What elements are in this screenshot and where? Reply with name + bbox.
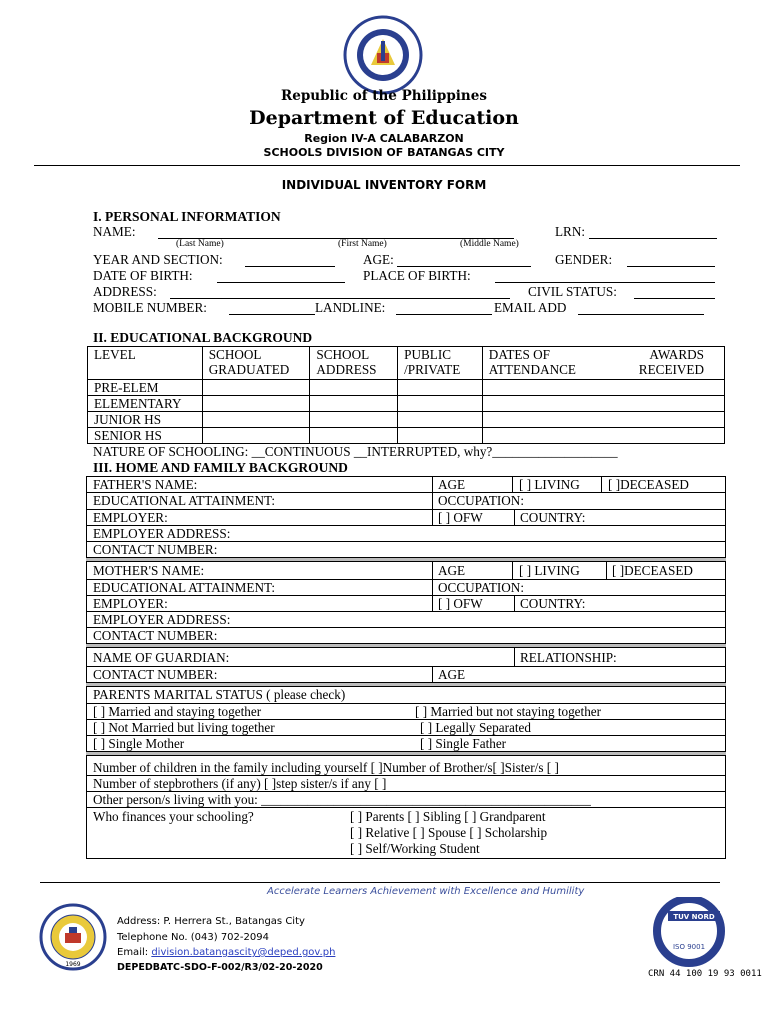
address-field[interactable] <box>170 298 510 299</box>
cell[interactable] <box>202 380 310 396</box>
personal-info-heading: I. PERSONAL INFORMATION <box>93 209 281 224</box>
mobile-field[interactable] <box>229 314 315 315</box>
crn-number: CRN 44 100 19 93 0011 <box>648 969 762 979</box>
division-heading: SCHOOLS DIVISION OF BATANGAS CITY <box>263 146 505 159</box>
middle-name-caption: (Middle Name) <box>460 239 519 249</box>
address-label: ADDRESS: <box>93 284 157 299</box>
mother-country-label: COUNTRY: <box>520 596 586 611</box>
marital-option-married-together[interactable]: [ ] Married and staying together <box>93 704 262 719</box>
civil-status-label: CIVIL STATUS: <box>528 284 617 299</box>
cell[interactable] <box>310 380 398 396</box>
father-contact-label: CONTACT NUMBER: <box>93 542 218 557</box>
name-label: NAME: <box>93 224 136 239</box>
cell[interactable] <box>482 428 724 444</box>
education-heading: II. EDUCATIONAL BACKGROUND <box>93 330 313 345</box>
email-label: EMAIL ADD <box>494 300 567 315</box>
col-line <box>512 476 513 492</box>
col-dates-awards: DATES OF AWARDS ATTENDANCE RECEIVED <box>482 347 724 380</box>
cell[interactable] <box>482 412 724 428</box>
gender-label: GENDER: <box>555 252 613 267</box>
level-cell: PRE-ELEM <box>88 380 203 396</box>
relationship-label: RELATIONSHIP: <box>520 650 617 665</box>
deped-seal-logo <box>341 15 425 95</box>
landline-label: LANDLINE: <box>315 300 386 315</box>
education-table <box>87 346 725 444</box>
level-cell: JUNIOR HS <box>88 412 203 428</box>
email-field[interactable] <box>578 314 704 315</box>
dob-label: DATE OF BIRTH: <box>93 268 193 283</box>
year-section-label: YEAR AND SECTION: <box>93 252 223 267</box>
cell[interactable] <box>398 396 483 412</box>
table-row <box>88 380 725 396</box>
footer-divider <box>40 882 720 883</box>
mother-deceased-checkbox[interactable]: [ ]DECEASED <box>612 563 693 578</box>
col-line <box>514 648 515 666</box>
first-name-caption: (First Name) <box>338 239 387 249</box>
footer-address: Address: P. Herrera St., Batangas City <box>117 916 305 927</box>
guardian-age-label: AGE <box>438 667 466 682</box>
other-persons-line: Other person/s living with you: __________________________________________________ <box>93 792 591 807</box>
lrn-label: LRN: <box>555 224 586 239</box>
pob-label: PLACE OF BIRTH: <box>363 268 471 283</box>
mobile-label: MOBILE NUMBER: <box>93 300 207 315</box>
father-occupation-label: OCCUPATION: <box>438 493 524 508</box>
father-living-checkbox[interactable]: [ ] LIVING <box>519 477 580 492</box>
father-country-label: COUNTRY: <box>520 510 586 525</box>
father-employer-address-label: EMPLOYER ADDRESS: <box>93 526 231 541</box>
mother-employer-address-label: EMPLOYER ADDRESS: <box>93 612 231 627</box>
cell[interactable] <box>202 396 310 412</box>
svg-text:ISO 9001: ISO 9001 <box>672 943 706 951</box>
father-education-label: EDUCATIONAL ATTAINMENT: <box>93 493 276 508</box>
mother-education-label: EDUCATIONAL ATTAINMENT: <box>93 580 276 595</box>
col-line <box>432 666 433 682</box>
col-line <box>432 492 433 525</box>
table-row <box>88 396 725 412</box>
father-ofw-checkbox[interactable]: [ ] OFW <box>438 510 483 525</box>
marital-option-single-mother[interactable]: [ ] Single Mother <box>93 736 185 751</box>
marital-option-legally-separated[interactable]: [ ] Legally Separated <box>420 720 531 735</box>
father-age-label: AGE <box>438 477 466 492</box>
footer-email-label: Email: <box>117 947 149 958</box>
father-name-label: FATHER'S NAME: <box>93 477 198 492</box>
father-employer-label: EMPLOYER: <box>93 510 168 525</box>
col-school-address: SCHOOL ADDRESS <box>310 347 398 380</box>
republic-heading: Republic of the Philippines <box>281 88 487 104</box>
cell[interactable] <box>398 428 483 444</box>
family-heading: III. HOME AND FAMILY BACKGROUND <box>93 460 348 475</box>
col-line <box>514 509 515 525</box>
col-line <box>432 579 433 611</box>
footer-email-link[interactable]: division.batangascity@deped.gov.ph <box>151 947 336 958</box>
col-level: LEVEL <box>88 347 203 380</box>
cell[interactable] <box>398 380 483 396</box>
table-row <box>88 412 725 428</box>
civil-status-field[interactable] <box>634 298 715 299</box>
pob-field[interactable] <box>495 282 715 283</box>
guardian-name-label: NAME OF GUARDIAN: <box>93 650 230 665</box>
education-header-row <box>88 347 725 380</box>
cell[interactable] <box>398 412 483 428</box>
last-name-caption: (Last Name) <box>176 239 224 249</box>
svg-text:1969: 1969 <box>65 961 81 968</box>
footer-email-row <box>117 946 335 960</box>
finances-options-row2[interactable]: [ ] Relative [ ] Spouse [ ] Scholarship <box>350 825 548 840</box>
guardian-contact-label: CONTACT NUMBER: <box>93 667 218 682</box>
cell[interactable] <box>310 412 398 428</box>
footer-telephone: Telephone No. (043) 702-2094 <box>117 932 269 943</box>
mother-age-label: AGE <box>438 563 466 578</box>
footer-tagline: Accelerate Learners Achievement with Excellence and Humility <box>267 886 585 897</box>
cell[interactable] <box>482 380 724 396</box>
form-title: INDIVIDUAL INVENTORY FORM <box>281 178 487 192</box>
age-field[interactable] <box>397 266 531 267</box>
col-line <box>432 562 433 579</box>
year-section-field[interactable] <box>245 266 335 267</box>
footer-doc-code: DEPEDBATC-SDO-F-002/R3/02-20-2020 <box>117 962 323 973</box>
col-line <box>432 476 433 492</box>
mother-contact-label: CONTACT NUMBER: <box>93 628 218 643</box>
region-heading: Region IV-A CALABARZON <box>304 132 464 145</box>
cell[interactable] <box>482 396 724 412</box>
gender-field[interactable] <box>627 266 715 267</box>
lrn-field[interactable] <box>589 238 717 239</box>
nature-of-schooling: NATURE OF SCHOOLING: __CONTINUOUS __INTERRUPTED, why?___________________ <box>93 444 618 459</box>
father-deceased-checkbox[interactable]: [ ]DECEASED <box>608 477 689 492</box>
mother-employer-label: EMPLOYER: <box>93 596 168 611</box>
department-heading: Department of Education <box>249 107 519 129</box>
cell[interactable] <box>202 412 310 428</box>
svg-text:TUV NORD: TUV NORD <box>673 913 715 921</box>
mother-name-label: MOTHER'S NAME: <box>93 563 205 578</box>
col-line <box>512 562 513 579</box>
finances-options-row1[interactable]: [ ] Parents [ ] Sibling [ ] Grandparent <box>350 809 546 824</box>
level-cell: SENIOR HS <box>88 428 203 444</box>
stepsiblings-line: Number of stepbrothers (if any) [ ]step sister/s if any [ ] <box>93 776 387 791</box>
col-school-graduated: SCHOOL GRADUATED <box>202 347 310 380</box>
mother-ofw-checkbox[interactable]: [ ] OFW <box>438 596 483 611</box>
age-label: AGE: <box>363 252 394 267</box>
table-row <box>88 428 725 444</box>
finances-options-row3[interactable]: [ ] Self/Working Student <box>350 841 480 856</box>
marital-status-heading: PARENTS MARITAL STATUS ( please check) <box>93 687 346 702</box>
row-line <box>86 509 726 510</box>
header-divider <box>34 165 740 166</box>
mother-living-checkbox[interactable]: [ ] LIVING <box>519 563 580 578</box>
mother-occupation-label: OCCUPATION: <box>438 580 524 595</box>
cell[interactable] <box>310 396 398 412</box>
marital-option-married-apart[interactable]: [ ] Married but not staying together <box>415 704 602 719</box>
marital-option-not-married[interactable]: [ ] Not Married but living together <box>93 720 275 735</box>
finances-label: Who finances your schooling? <box>93 809 254 824</box>
tuv-iso-certification-logo <box>648 897 734 969</box>
cell[interactable] <box>202 428 310 444</box>
col-line <box>606 562 607 579</box>
col-line <box>601 476 602 492</box>
col-line <box>514 595 515 611</box>
landline-field[interactable] <box>396 314 492 315</box>
marital-option-single-father[interactable]: [ ] Single Father <box>420 736 507 751</box>
col-public-private: PUBLIC /PRIVATE <box>398 347 483 380</box>
children-count-line: Number of children in the family including yourself [ ]Number of Brother/s[ ]Sister/s [ ] <box>93 760 559 775</box>
cell[interactable] <box>310 428 398 444</box>
level-cell: ELEMENTARY <box>88 396 203 412</box>
dob-field[interactable] <box>217 282 345 283</box>
sdo-batangas-seal-logo <box>38 903 108 971</box>
